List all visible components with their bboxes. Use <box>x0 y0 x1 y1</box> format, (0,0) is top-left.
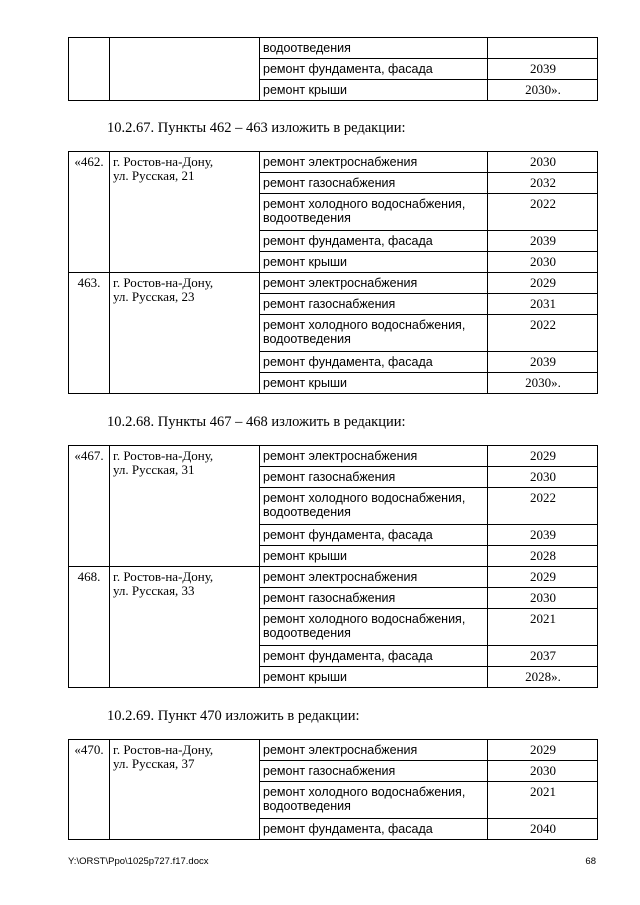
table-row <box>69 38 598 59</box>
work-year: 2040 <box>488 819 598 840</box>
address-cell <box>110 38 260 101</box>
address-street: ул. Русская, 33 <box>113 583 195 598</box>
work-type: ремонт холодного водоснабжения, водоотведения <box>260 609 488 646</box>
address-city: г. Ростов-на-Дону, <box>113 448 214 463</box>
work-year: 2037 <box>488 646 598 667</box>
work-year: 2021 <box>488 782 598 819</box>
work-year: 2039 <box>488 525 598 546</box>
work-year: 2028 <box>488 546 598 567</box>
item-number-cell <box>69 38 110 101</box>
table-row <box>69 273 598 294</box>
table-row <box>69 567 598 588</box>
work-type: ремонт электроснабжения <box>260 446 488 467</box>
work-type: ремонт крыши <box>260 252 488 273</box>
item-number: 463. <box>69 273 110 394</box>
work-type: ремонт фундамента, фасада <box>260 352 488 373</box>
section-table <box>68 151 598 394</box>
address-cell <box>110 273 260 394</box>
year-cell <box>488 38 598 59</box>
work-year: 2029 <box>488 567 598 588</box>
work-year: 2029 <box>488 446 598 467</box>
work-year: 2030 <box>488 588 598 609</box>
work-year: 2021 <box>488 609 598 646</box>
work-type: ремонт электроснабжения <box>260 567 488 588</box>
address-street: ул. Русская, 23 <box>113 289 195 304</box>
work-year: 2022 <box>488 194 598 231</box>
footer-file-path: Y:\ORST\Ppo\1025p727.f17.docx <box>68 856 209 867</box>
work-year: 2031 <box>488 294 598 315</box>
work-year: 2030 <box>488 152 598 173</box>
continued-table <box>68 37 598 101</box>
work-year: 2030». <box>488 373 598 394</box>
address-cell <box>110 446 260 567</box>
item-number: 468. <box>69 567 110 688</box>
address-street: ул. Русская, 37 <box>113 756 195 771</box>
work-type: ремонт фундамента, фасада <box>260 525 488 546</box>
work-type: ремонт холодного водоснабжения, водоотведения <box>260 194 488 231</box>
address-street: ул. Русская, 31 <box>113 462 195 477</box>
address-cell <box>110 152 260 273</box>
work-type: ремонт газоснабжения <box>260 588 488 609</box>
work-type: ремонт электроснабжения <box>260 152 488 173</box>
address-city: г. Ростов-на-Дону, <box>113 154 214 169</box>
work-cell: водоотведения <box>260 38 488 59</box>
work-type: ремонт холодного водоснабжения, водоотведения <box>260 315 488 352</box>
work-type: ремонт холодного водоснабжения, водоотведения <box>260 782 488 819</box>
table-row <box>69 152 598 173</box>
year-cell: 2039 <box>488 59 598 80</box>
work-year: 2022 <box>488 315 598 352</box>
item-number: «462. <box>69 152 110 273</box>
work-type: ремонт газоснабжения <box>260 173 488 194</box>
work-year: 2028». <box>488 667 598 688</box>
section-table <box>68 445 598 688</box>
address-street: ул. Русская, 21 <box>113 168 195 183</box>
work-type: ремонт электроснабжения <box>260 740 488 761</box>
work-type: ремонт электроснабжения <box>260 273 488 294</box>
work-cell: ремонт крыши <box>260 80 488 101</box>
item-number: «470. <box>69 740 110 840</box>
work-type: ремонт крыши <box>260 546 488 567</box>
work-year: 2022 <box>488 488 598 525</box>
item-number: «467. <box>69 446 110 567</box>
table-row <box>69 740 598 761</box>
section-heading: 10.2.69. Пункт 470 изложить в редакции: <box>107 708 360 724</box>
work-type: ремонт крыши <box>260 373 488 394</box>
section-table <box>68 739 598 840</box>
address-cell <box>110 740 260 840</box>
work-year: 2029 <box>488 273 598 294</box>
table-row <box>69 446 598 467</box>
address-city: г. Ростов-на-Дону, <box>113 275 214 290</box>
work-type: ремонт фундамента, фасада <box>260 819 488 840</box>
work-cell: ремонт фундамента, фасада <box>260 59 488 80</box>
work-type: ремонт газоснабжения <box>260 761 488 782</box>
work-type: ремонт холодного водоснабжения, водоотведения <box>260 488 488 525</box>
work-year: 2030 <box>488 252 598 273</box>
work-type: ремонт газоснабжения <box>260 467 488 488</box>
work-year: 2029 <box>488 740 598 761</box>
work-year: 2039 <box>488 352 598 373</box>
footer-page-number: 68 <box>585 856 596 867</box>
work-type: ремонт фундамента, фасада <box>260 646 488 667</box>
address-city: г. Ростов-на-Дону, <box>113 569 214 584</box>
year-cell: 2030». <box>488 80 598 101</box>
work-year: 2030 <box>488 467 598 488</box>
work-type: ремонт газоснабжения <box>260 294 488 315</box>
section-heading: 10.2.68. Пункты 467 – 468 изложить в редакции: <box>107 414 406 430</box>
work-type: ремонт крыши <box>260 667 488 688</box>
address-city: г. Ростов-на-Дону, <box>113 742 214 757</box>
section-heading: 10.2.67. Пункты 462 – 463 изложить в редакции: <box>107 120 406 136</box>
work-year: 2039 <box>488 231 598 252</box>
work-type: ремонт фундамента, фасада <box>260 231 488 252</box>
address-cell <box>110 567 260 688</box>
work-year: 2032 <box>488 173 598 194</box>
work-year: 2030 <box>488 761 598 782</box>
